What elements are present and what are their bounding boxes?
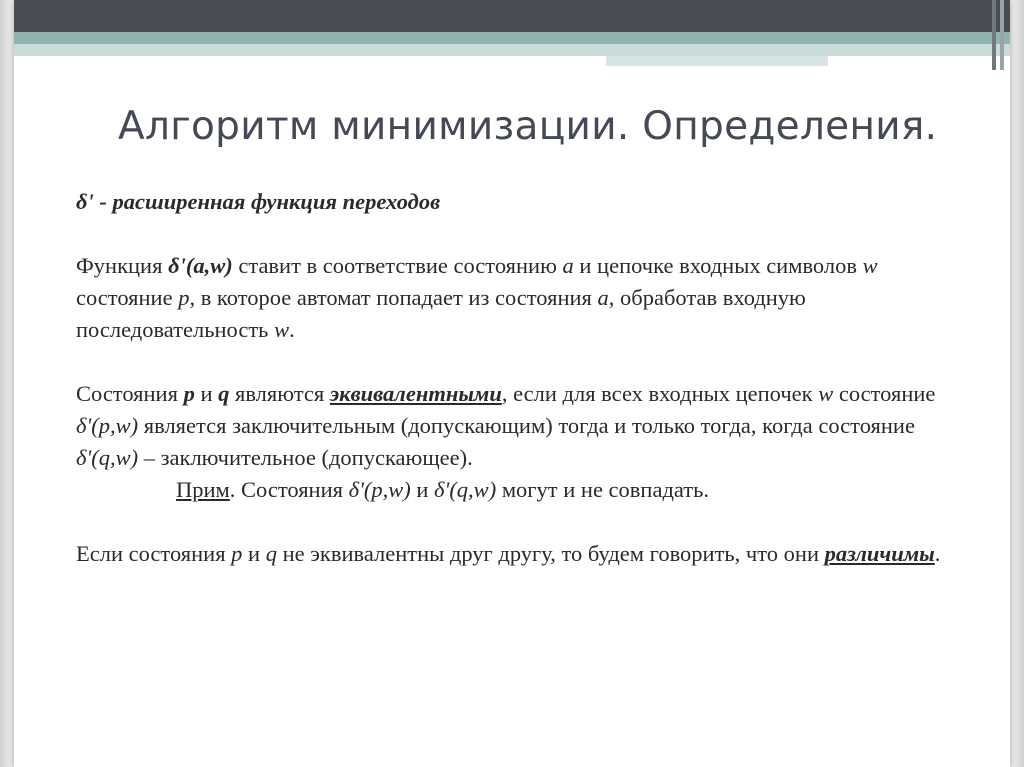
text-run: , в которое автомат попадает из состояния <box>189 285 598 310</box>
text-run: ставит в соответствие состоянию <box>232 253 563 278</box>
text-run: . <box>934 541 941 566</box>
variable: w <box>274 317 290 342</box>
text-run: , обработав входную последовательность <box>76 285 806 342</box>
header-corner-stripe <box>992 0 996 70</box>
text-run: и <box>410 477 435 502</box>
formula: δ'(q,w) <box>76 445 139 470</box>
header-band-teal <box>14 32 1010 44</box>
text-run: состояние <box>833 381 936 406</box>
text-run: являются <box>229 381 330 406</box>
term-equivalent: эквивалентными <box>329 381 502 406</box>
text-run: является заключительным (допускающим) тогда и только тогда, когда состояние <box>138 413 915 438</box>
variable: q <box>218 381 230 406</box>
variable: p <box>178 285 190 310</box>
slide-body <box>76 186 976 570</box>
paragraph-distinguishable <box>76 538 976 570</box>
note-label: Прим <box>176 477 230 502</box>
header-band-accent <box>606 56 828 66</box>
header-band-dark <box>14 0 1010 32</box>
paragraph-function <box>76 250 976 346</box>
text-run: и <box>242 541 266 566</box>
formula: δ'(p,w) <box>348 477 411 502</box>
text-run: . <box>289 317 295 342</box>
variable: q <box>265 541 277 566</box>
term-distinguishable: различимы <box>824 541 935 566</box>
variable: w <box>818 381 834 406</box>
variable: a <box>597 285 609 310</box>
header-band-light <box>14 44 1010 56</box>
page-edge-left <box>0 0 14 767</box>
delta-symbol: δ' <box>76 189 94 214</box>
text-run: . Состояния <box>229 477 349 502</box>
variable: p <box>183 381 195 406</box>
text-run: Функция <box>76 253 169 278</box>
text-run: Состояния <box>76 381 184 406</box>
text-run: могут и не совпадать. <box>496 477 710 502</box>
text-run: – заключительное (допускающее). <box>138 445 473 470</box>
variable: p <box>231 541 243 566</box>
text-run: не эквивалентны друг другу, то будем говорить, что они <box>276 541 825 566</box>
text-run: Если состояния <box>76 541 232 566</box>
slide-title: Алгоритм минимизации. Определения. <box>118 104 938 149</box>
paragraph-equivalence <box>76 378 976 474</box>
formula: δ'(p,w) <box>76 413 139 438</box>
text-run: состояние <box>76 285 179 310</box>
definition-heading-text: - расширенная функция переходов <box>93 189 441 214</box>
formula: δ'(a,w) <box>168 253 233 278</box>
note-line <box>76 474 976 506</box>
header-corner-stripe <box>1000 0 1004 70</box>
variable: a <box>562 253 574 278</box>
definition-heading <box>76 186 976 218</box>
formula: δ'(q,w) <box>434 477 497 502</box>
text-run: и цепочке входных символов <box>573 253 863 278</box>
text-run: и <box>194 381 219 406</box>
variable: w <box>862 253 878 278</box>
page-edge-right <box>1010 0 1024 767</box>
slide <box>14 0 1010 767</box>
text-run: , если для всех входных цепочек <box>501 381 819 406</box>
